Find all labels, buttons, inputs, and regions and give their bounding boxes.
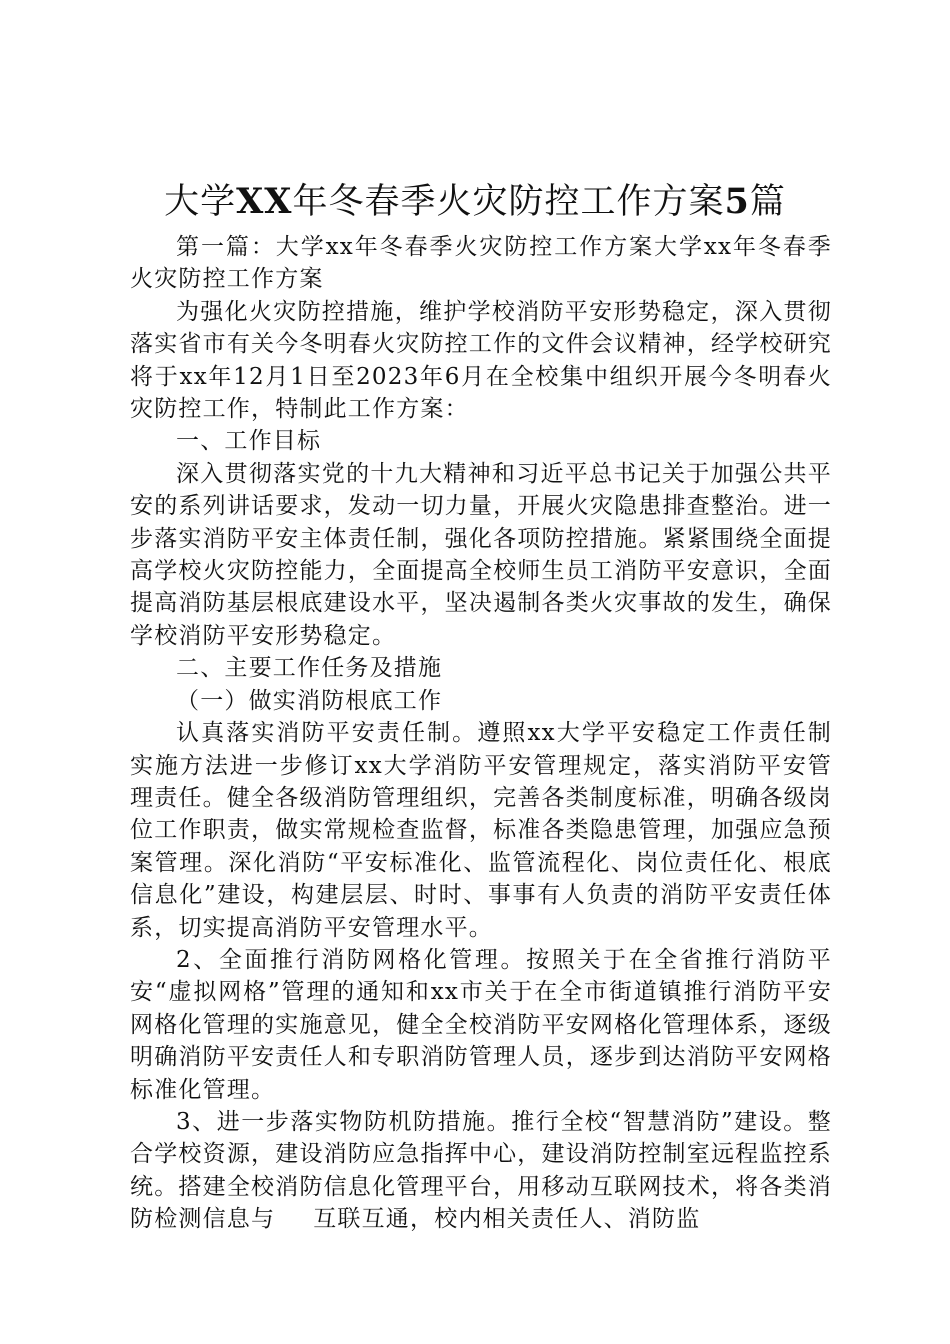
document-title: 大学XX年冬春季火灾防控工作方案5篇: [164, 181, 786, 222]
paragraph-smart-fire-text: 3、进一步落实物防机防措施。推行全校“智慧消防”建设。整合学校资源，建设消防应急指挥中心，建设消防控制室远程监控系统。搭建全校消防信息化管理平台，用移动互联网技术，将各类消防检测信息与: [130, 1108, 832, 1233]
subsection-heading-foundation: （一）做实消防根底工作: [176, 687, 443, 714]
paragraph-responsibility: 认真落实消防平安责任制。遵照xx大学平安稳定工作责任制实施方法进一步修订xx大学消防平安管理规定，落实消防平安管理责任。健全各级消防管理组织，完善各类制度标准，明确各级岗位工作职责，做实常规检查监督，标准各类隐患管理，加强应急预案管理。深化消防“平安标准化、监管流程化、岗位责任化、根底信息化”建设，构建层层、时时、事事有人负责的消防平安责任体系，切实提高消防平安管理水平。: [130, 720, 832, 941]
paragraph-smart-fire-tail: 互联互通，校内相关责任人、消防监: [313, 1206, 701, 1233]
paragraph-goals: 深入贯彻落实党的十九大精神和习近平总书记关于加强公共平安的系列讲话要求，发动一切力量，开展火灾隐患排查整治。进一步落实消防平安主体责任制，强化各项防控措施。紧紧围绕全面提高学校火灾防控能力，全面提高全校师生员工消防平安意识，全面提高消防基层根底建设水平，坚决遏制各类火灾事故的发生，确保学校消防平安形势稳定。: [130, 460, 832, 649]
paragraph-grid-management: 2、全面推行消防网格化管理。按照关于在全省推行消防平安“虚拟网格”管理的通知和xx市关于在全市街道镇推行消防平安网格化管理的实施意见，健全全校消防平安网格化管理体系，逐级明确消防平安责任人和专职消防管理人员，逐步到达消防平安网格标准化管理。: [130, 946, 832, 1103]
paragraph-intro: 为强化火灾防控措施，维护学校消防平安形势稳定，深入贯彻落实省市有关今冬明春火灾防控工作的文件会议精神，经学校研究将于xx年12月1日至2023年6月在全校集中组织开展今冬明春火灾防控工作，特制此工作方案：: [130, 298, 832, 423]
document-body: [130, 231, 832, 1236]
section-heading-goals: 一、工作目标: [176, 428, 322, 455]
paragraph-first-article-heading: 第一篇：大学xx年冬春季火灾防控工作方案大学xx年冬春季火灾防控工作方案: [130, 234, 832, 293]
paragraph-smart-fire: [130, 1106, 832, 1236]
section-heading-tasks: 二、主要工作任务及措施: [176, 655, 443, 682]
